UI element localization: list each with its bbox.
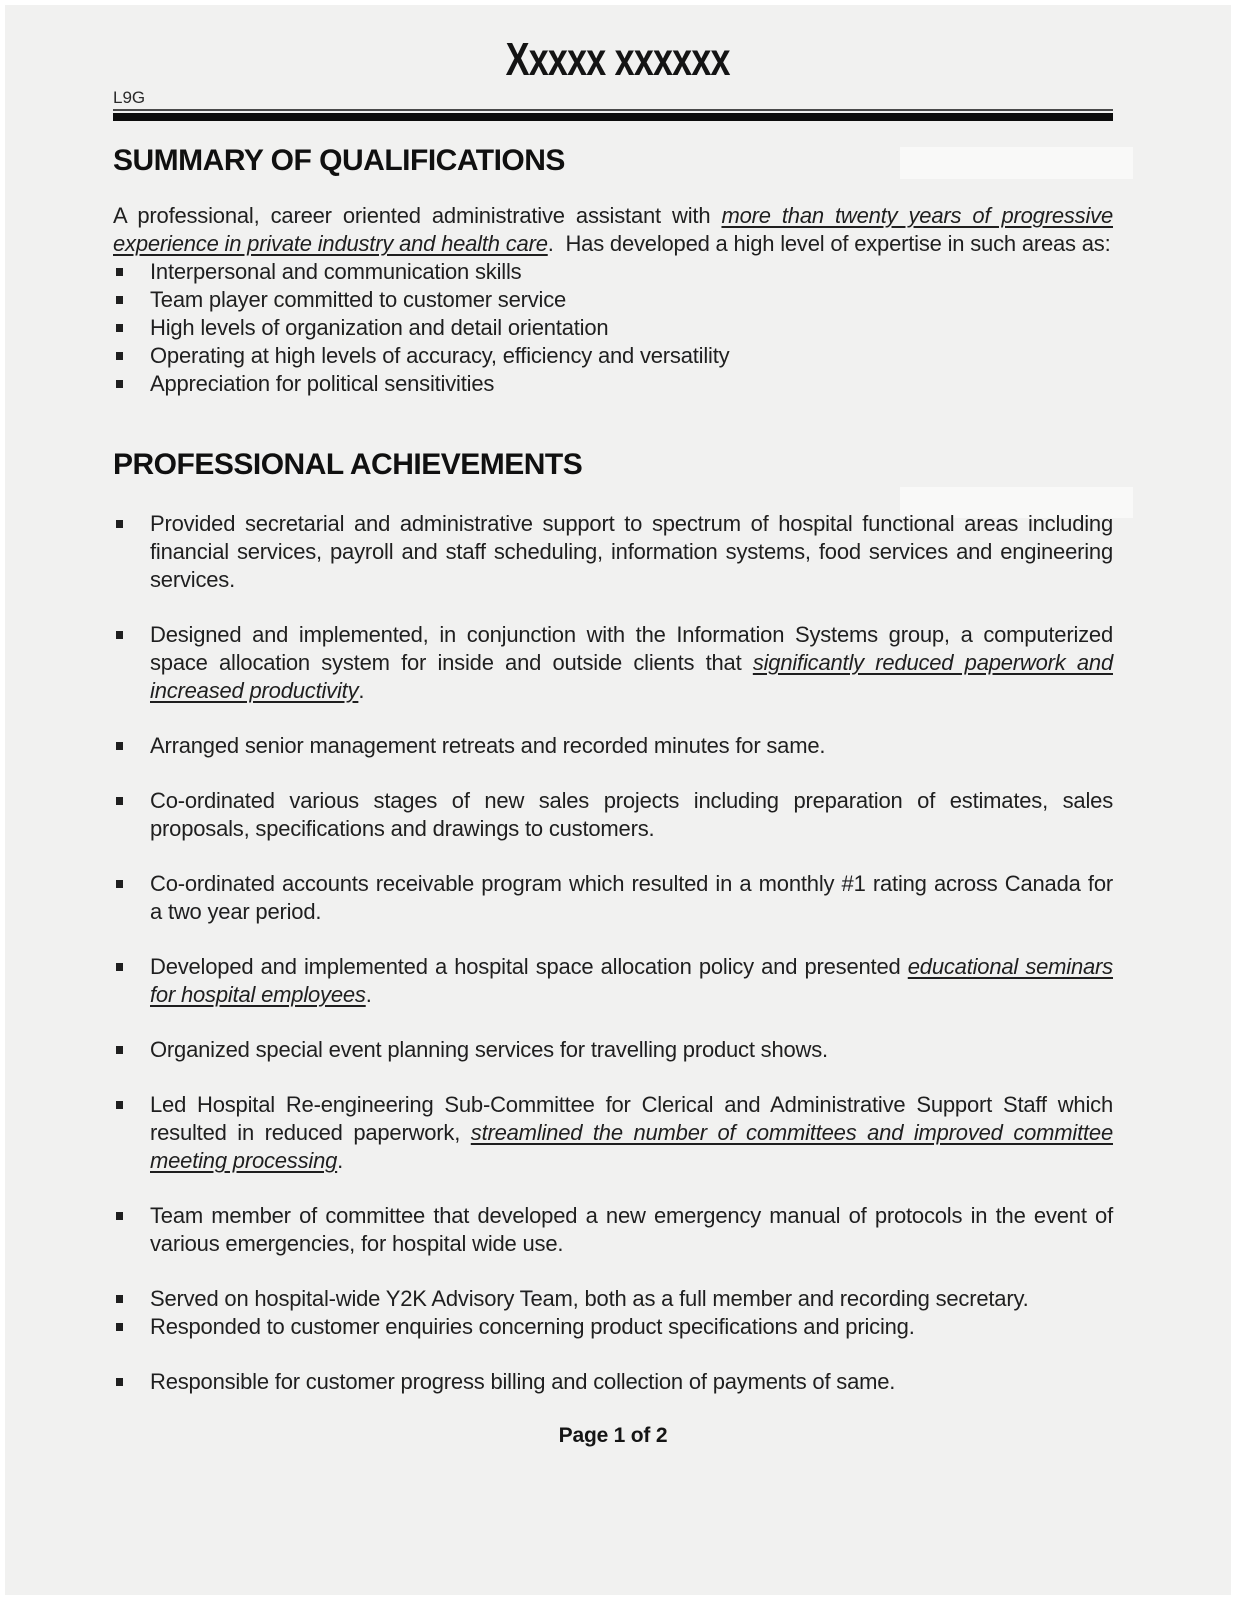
plain-text: Responded to customer enquiries concerning product specifications and pricing. <box>150 1314 915 1339</box>
plain-text: . Has developed a high level of expertise in such areas as: <box>547 231 1111 256</box>
bullet-square-icon <box>116 1378 123 1386</box>
achievement-text <box>150 1091 1113 1175</box>
emphasis-text: more than twenty years of progressive experience in private industry and health care <box>113 203 1113 256</box>
achievement-text <box>150 510 1113 594</box>
header-rule <box>113 113 1113 121</box>
bullet-square-icon <box>116 1212 123 1220</box>
summary-bullet-item <box>113 342 1113 370</box>
page-title-text: Xxxxx xxxxxx <box>505 33 731 85</box>
achievement-text <box>150 1036 1113 1064</box>
bullet-square-icon <box>116 631 123 639</box>
emphasis-text: streamlined the number of committees and improved committee meeting processing <box>150 1120 1113 1173</box>
plain-text: Designed and implemented, in conjunction with the Information Systems group, a computerized space allocation system for inside and outside clients that <box>150 622 1113 675</box>
achievement-item <box>113 1036 1113 1064</box>
bullet-text: Interpersonal and communication skills <box>150 259 522 284</box>
bullet-text: Team player committed to customer service <box>150 287 567 312</box>
achievement-text <box>150 787 1113 843</box>
page-background <box>5 5 1231 1595</box>
plain-text: Co-ordinated accounts receivable program which resulted in a monthly #1 rating across Canada for a two year period. <box>150 871 1113 924</box>
plain-text: A professional, career oriented administrative assistant with <box>113 203 722 228</box>
watermark-box <box>900 147 1133 179</box>
plain-text: Organized special event planning services for travelling product shows. <box>150 1037 828 1062</box>
bullet-square-icon <box>116 380 123 388</box>
achievements-list <box>113 510 1113 1396</box>
achievement-text <box>150 621 1113 705</box>
achievement-text <box>150 1313 1113 1341</box>
plain-text: . <box>365 982 372 1007</box>
section-heading-achievements: PROFESSIONAL ACHIEVEMENTS <box>113 448 583 481</box>
achievement-text <box>150 870 1113 926</box>
bullet-square-icon <box>116 520 123 528</box>
ref-code: L9G <box>113 88 146 107</box>
achievement-text <box>150 1285 1113 1313</box>
bullet-square-icon <box>116 880 123 888</box>
plain-text: . <box>358 678 365 703</box>
bullet-square-icon <box>116 1101 123 1109</box>
bullet-square-icon <box>116 268 123 276</box>
achievement-text <box>150 1202 1113 1258</box>
emphasis-text: significantly reduced paperwork and increased productivity <box>150 650 1113 703</box>
bullet-square-icon <box>116 1046 123 1054</box>
achievement-item <box>113 870 1113 926</box>
plain-text: Arranged senior management retreats and recorded minutes for same. <box>150 733 826 758</box>
achievement-item <box>113 732 1113 760</box>
bullet-square-icon <box>116 742 123 750</box>
achievement-item <box>113 1285 1113 1313</box>
plain-text: Led Hospital Re-engineering Sub-Committee for Clerical and Administrative Support Staff which resulted in reduced paperwork, <box>150 1092 1113 1145</box>
summary-bullet-item <box>113 370 1113 398</box>
bullet-square-icon <box>116 1323 123 1331</box>
bullet-text: Appreciation for political sensitivities <box>150 371 495 396</box>
plain-text: Co-ordinated various stages of new sales projects including preparation of estimates, sales proposals, specifications and drawings to customers. <box>150 788 1113 841</box>
bullet-text: Operating at high levels of accuracy, efficiency and versatility <box>150 343 730 368</box>
achievement-item <box>113 787 1113 843</box>
summary-bullet-list <box>113 258 1113 398</box>
plain-text: Responsible for customer progress billing and collection of payments of same. <box>150 1369 896 1394</box>
emphasis-text: educational seminars for hospital employees <box>150 954 1113 1007</box>
ref-code-line <box>113 88 1113 111</box>
achievement-item <box>113 1368 1113 1396</box>
plain-text: Developed and implemented a hospital space allocation policy and presented <box>150 954 908 979</box>
bullet-square-icon <box>116 1295 123 1303</box>
plain-text: Team member of committee that developed a new emergency manual of protocols in the event of various emergencies, for hospital wide use. <box>150 1203 1113 1256</box>
bullet-square-icon <box>116 296 123 304</box>
plain-text: . <box>337 1148 344 1173</box>
achievement-item <box>113 1202 1113 1258</box>
achievement-text <box>150 953 1113 1009</box>
summary-bullet-item <box>113 258 1113 286</box>
achievement-item <box>113 1313 1113 1341</box>
summary-bullet-item <box>113 286 1113 314</box>
achievement-item <box>113 1091 1113 1175</box>
achievement-item <box>113 621 1113 705</box>
plain-text: Served on hospital-wide Y2K Advisory Team, both as a full member and recording secretary. <box>150 1286 1029 1311</box>
bullet-square-icon <box>116 324 123 332</box>
section-heading-summary: SUMMARY OF QUALIFICATIONS <box>113 144 565 177</box>
bullet-square-icon <box>116 797 123 805</box>
summary-intro <box>113 202 1113 258</box>
achievement-item <box>113 953 1113 1009</box>
achievement-text <box>150 1368 1113 1396</box>
plain-text: Provided secretarial and administrative support to spectrum of hospital functional areas including financial services, payroll and staff scheduling, information systems, food services and engineering services. <box>150 511 1113 592</box>
bullet-square-icon <box>116 963 123 971</box>
bullet-text: High levels of organization and detail orientation <box>150 315 609 340</box>
achievement-text <box>150 732 1113 760</box>
achievement-item <box>113 510 1113 594</box>
page-footer: Page 1 of 2 <box>558 1424 668 1447</box>
bullet-square-icon <box>116 352 123 360</box>
page-title <box>5 33 1231 85</box>
summary-bullet-item <box>113 314 1113 342</box>
